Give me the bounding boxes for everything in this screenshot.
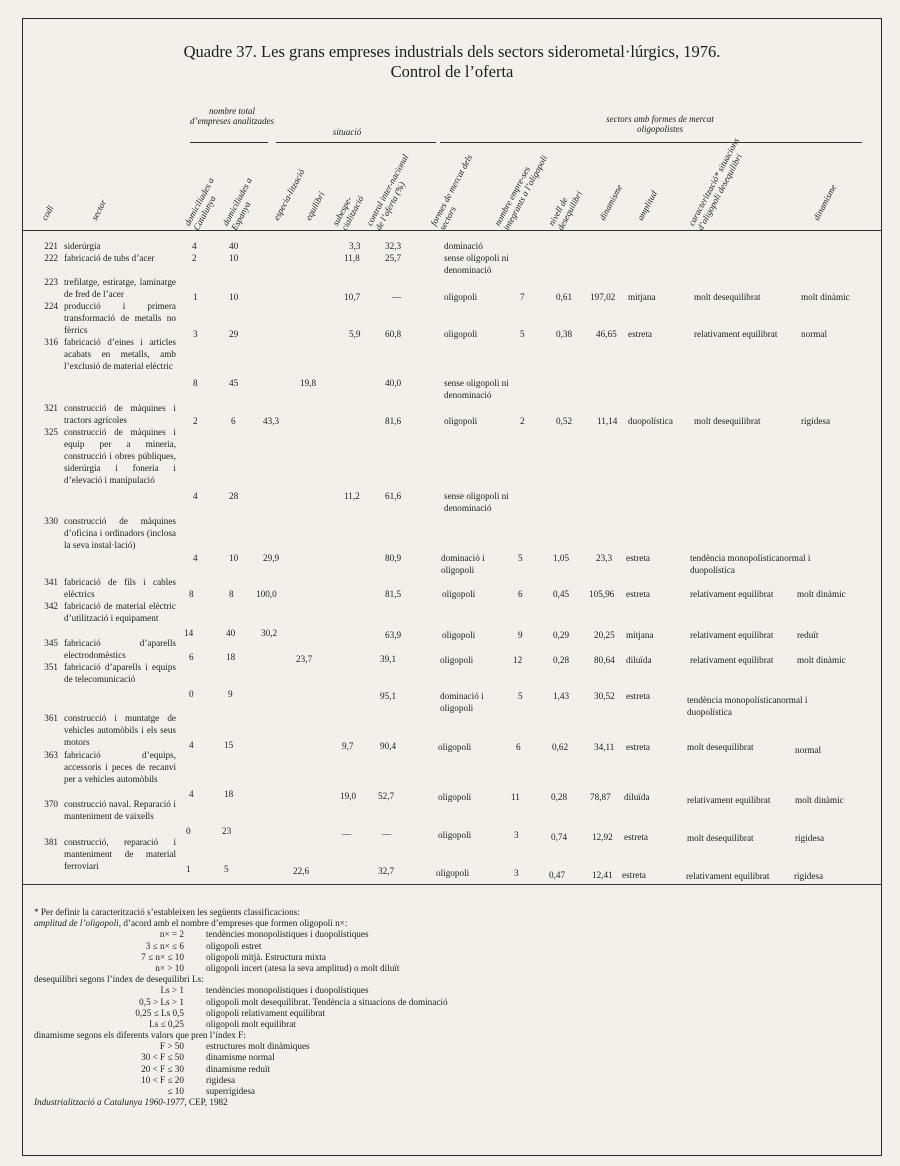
note-value: dinamisme normal (206, 1052, 275, 1063)
cell-ctrl: 25,7 (385, 253, 402, 263)
note-row (34, 996, 448, 1008)
cell-ctrl: 61,6 (385, 491, 402, 501)
cell-codi: 381 (44, 837, 58, 847)
note-value: oligopoli molt desequilibrat. Tendència a situacions de dominació (206, 996, 448, 1007)
cell-niv: 0,61 (556, 292, 573, 302)
cell-codi: 325 (44, 427, 58, 437)
cell-esp: 18 (226, 652, 236, 662)
cell-din: 197,02 (590, 292, 616, 302)
note-source (34, 1097, 347, 1108)
note-key: Ls ≤ 0,25 (149, 1018, 184, 1029)
cell-amp: estreta (626, 691, 650, 701)
cell-forma: oligopoli (444, 292, 478, 302)
cell-sector: fabricació d’aparells electrodomèstics (64, 638, 176, 660)
cell-din: 12,41 (592, 870, 613, 880)
cell-cat: 3 (193, 329, 198, 339)
note-value: oligopoli incert (atesa la seva amplitud) o molt diluït (206, 962, 400, 973)
note-row (34, 962, 400, 974)
group-header-situacio: situació (332, 127, 362, 137)
note-key: 7 ≤ n× ≤ 10 (141, 951, 184, 962)
cell-equi: 19,8 (300, 378, 317, 388)
cell-amp: estreta (626, 553, 650, 563)
col-sector: sector (89, 197, 109, 222)
col-amplitud: amplitud (635, 189, 660, 222)
col-dinamisme: dinamisme (597, 182, 625, 222)
cell-n: 5 (518, 691, 523, 701)
cell-n: 6 (518, 589, 523, 599)
note-row (34, 1019, 347, 1030)
cell-ctrl: 95,1 (380, 691, 397, 701)
cell-codi: 361 (44, 713, 58, 723)
cell-din2: normal (795, 745, 822, 755)
cell-codi: 316 (44, 337, 58, 347)
cell-ctrl: 81,6 (385, 416, 402, 426)
note-amplitud-heading (34, 918, 347, 929)
cell-forma: oligopoli (436, 868, 470, 878)
note-key: 10 < F ≤ 20 (141, 1074, 184, 1085)
cell-sub: 10,7 (344, 292, 361, 302)
cell-niv: 0,74 (551, 832, 568, 842)
cell-ctrl: — (392, 292, 402, 302)
cell-codi: 321 (44, 403, 58, 413)
cell-esp: 10 (229, 553, 239, 563)
page-subtitle: Control de l’oferta (390, 62, 514, 81)
cell-forma: oligopoli (438, 792, 472, 802)
cell-niv: 1,43 (553, 691, 570, 701)
note-key: F > 50 (159, 1041, 184, 1052)
cell-sector: construcció de màquines i equip per a mineria, construcció i obres públiques, siderúrgia i foneria i d’elevació i manipulació (64, 427, 176, 485)
cell-sector: construcció naval. Reparació i manteniment de vaixells (64, 799, 176, 821)
cell-din2: molt dinàmic (795, 795, 844, 805)
cell-sub: 19,0 (340, 791, 357, 801)
cell-sub: 9,7 (342, 741, 354, 751)
cell-ctrl: 81,5 (385, 589, 402, 599)
cell-cat: 2 (193, 416, 198, 426)
note-row (34, 1086, 347, 1097)
cell-esp: 6 (231, 416, 236, 426)
cell-equi: 22,6 (293, 866, 310, 876)
cell-car: tendència monopolísticanormal i duopolística (690, 553, 811, 575)
cell-sector: fabricació d’aparells i equips de telecomunicació (64, 662, 176, 684)
cell-sub: — (342, 829, 352, 839)
cell-amp: estreta (624, 832, 648, 842)
cell-equi: 23,7 (296, 654, 313, 664)
cell-niv: 0,47 (549, 870, 566, 880)
cell-din2: rigidesa (801, 416, 831, 426)
note-key: n× > 10 (155, 962, 184, 973)
col-control: control inter-nacional de l’oferta (%) (364, 152, 411, 232)
cell-niv: 0,62 (552, 742, 569, 752)
cell-codi: 342 (44, 601, 58, 611)
col-espanya: domiciliades a Espanya (220, 176, 254, 232)
cell-cat: 4 (192, 241, 197, 251)
cell-amp: estreta (628, 329, 652, 339)
cell-ctrl: 60,8 (385, 329, 402, 339)
cell-amp: estreta (626, 742, 650, 752)
cell-car: tendència monopolísticanormal i duopolística (687, 695, 808, 717)
cell-n: 12 (513, 655, 523, 665)
group-header-sectors: sectors amb formes de mercat oligopolistes (606, 114, 714, 134)
cell-cat: 0 (189, 689, 194, 699)
note-row (34, 929, 369, 940)
cell-car: molt desequilibrat (694, 292, 761, 302)
cell-n: 11 (511, 792, 520, 802)
cell-ctrl: 52,7 (378, 791, 395, 801)
note-amplitud-rest: , d’acord amb el nombre d’empreses que formen oligopoli n×: (118, 918, 348, 929)
cell-sector: trefilatge, estiratge, laminatge de fred de l’acer (64, 277, 176, 299)
footer-rule (22, 884, 882, 885)
cell-espec: 43,3 (263, 416, 280, 426)
cell-cat: 4 (193, 553, 198, 563)
cell-n: 3 (514, 830, 519, 840)
note-row (34, 1008, 347, 1019)
note-key: Ls > 1 (160, 985, 184, 996)
note-row (34, 985, 369, 996)
note-key: n× = 2 (159, 929, 184, 940)
cell-cat: 4 (193, 491, 198, 501)
note-value: superrigidesa (206, 1086, 255, 1096)
cell-codi: 222 (44, 253, 58, 263)
cell-niv: 0,28 (553, 655, 570, 665)
col-formes: formes de mercat dels sectors (428, 152, 475, 232)
cell-forma: oligopoli (444, 329, 478, 339)
cell-codi: 363 (44, 750, 58, 760)
cell-n: 5 (518, 553, 523, 563)
cell-sub: 11,8 (344, 253, 360, 263)
cell-niv: 0,29 (553, 630, 570, 640)
note-value: dinamisme reduït (206, 1063, 271, 1074)
cell-cat: 1 (186, 864, 191, 874)
cell-forma: oligopoli (442, 630, 476, 640)
cell-esp: 40 (226, 628, 236, 638)
cell-sector: fabricació de fils i cables elèctrics (64, 577, 176, 599)
col-equilibri: equilibri (303, 189, 327, 222)
cell-ctrl: 32,3 (385, 241, 402, 251)
cell-sector: fabricació d’eines i articles acabats en metalls, amb l’exclusió de material elèctric (64, 337, 176, 371)
cell-espec: 30,2 (261, 628, 278, 638)
cell-cat: 0 (186, 826, 191, 836)
cell-sector: construcció de màquines i tractors agrícoles (64, 403, 176, 425)
page-title: Quadre 37. Les grans empreses industrials dels sectors siderometal·lúrgics, 1976. (183, 42, 721, 61)
cell-n: 7 (520, 292, 525, 302)
cell-din: 46,65 (596, 329, 617, 339)
cell-codi: 221 (44, 241, 58, 251)
cell-ctrl: 40,0 (385, 378, 402, 388)
cell-amp: mitjana (626, 630, 654, 640)
source-title: Industrialització a Catalunya 1960-1977 (34, 1097, 185, 1108)
cell-din: 11,14 (597, 416, 618, 426)
cell-codi: 223 (44, 277, 58, 287)
cell-codi: 330 (44, 516, 58, 526)
note-value: estructures molt dinàmiques (206, 1041, 310, 1052)
cell-sub: 11,2 (344, 491, 360, 501)
note-value: tendències monopolístiques i duopolístiques (206, 985, 369, 996)
cell-amp: duopolística (628, 416, 673, 426)
note-intro: * Per definir la caracterització s’estableixen les següents classificacions: (34, 907, 300, 917)
cell-car: relativament equilibrat (690, 589, 774, 599)
cell-esp: 45 (229, 378, 239, 388)
cell-codi: 345 (44, 638, 58, 648)
cell-din2: reduït (797, 630, 819, 640)
cell-cat: 6 (189, 652, 194, 662)
cell-amp: diluïda (624, 792, 650, 802)
cell-forma: oligopoli (440, 655, 474, 665)
cell-forma: oligopoli (438, 830, 472, 840)
cell-sector: siderúrgia (64, 241, 101, 251)
note-key: ≤ 10 (167, 1086, 184, 1096)
note-row (34, 1052, 347, 1063)
cell-din: 80,64 (594, 655, 615, 665)
cell-codi: 351 (44, 662, 58, 672)
note-value: oligopoli mitjà. Estructura mixta (206, 951, 326, 962)
note-key: 20 < F ≤ 30 (141, 1063, 184, 1074)
cell-ctrl: 90,4 (380, 741, 397, 751)
cell-ctrl: — (382, 829, 392, 839)
cell-forma: dominació i oligopoli (441, 553, 485, 575)
note-key: 0,25 ≤ Ls 0,5 (135, 1007, 184, 1018)
cell-cat: 8 (193, 378, 198, 388)
cell-din: 30,52 (594, 691, 615, 701)
cell-codi: 224 (44, 301, 58, 311)
note-value: oligopoli molt equilibrat (206, 1018, 296, 1029)
cell-esp: 23 (222, 826, 232, 836)
cell-sector: fabricació de material elèctric d’utilització i equipament (64, 601, 176, 623)
cell-din2: rigidesa (794, 871, 824, 881)
note-row (34, 941, 347, 952)
cell-cat: 8 (189, 589, 194, 599)
cell-sector: construcció de màquines d’oficina i ordinadors (inclosa la seva instal·lació) (64, 516, 176, 550)
note-value: oligopoli relativament equilibrat (206, 1007, 325, 1018)
cell-forma: dominació i oligopoli (440, 691, 484, 713)
cell-ctrl: 63,9 (385, 630, 402, 640)
cell-car: molt desequilibrat (694, 416, 761, 426)
cell-forma: oligopoli (444, 416, 478, 426)
col-dinamisme-2: dinamisme (811, 182, 839, 222)
group-header-total: nombre total d’empreses analitzades (190, 106, 274, 126)
cell-din2: rigidesa (795, 833, 825, 843)
cell-codi: 341 (44, 577, 58, 587)
cell-n: 2 (520, 416, 525, 426)
cell-cat: 2 (192, 253, 197, 263)
cell-forma: sense oligopoli ni denominació (444, 378, 509, 400)
cell-ctrl: 80,9 (385, 553, 402, 563)
note-key: 0,5 > Ls > 1 (139, 996, 184, 1007)
cell-car: relativament equilibrat (690, 630, 774, 640)
cell-esp: 18 (224, 789, 234, 799)
cell-forma: dominació (444, 241, 483, 251)
cell-sector: producció i primera transformació de metalls no fèrrics (64, 301, 176, 335)
cell-din2: molt dinàmic (797, 589, 846, 599)
cell-din2: molt dinàmic (797, 655, 846, 665)
cell-n: 6 (516, 742, 521, 752)
cell-espec: 100,0 (256, 589, 277, 599)
cell-esp: 28 (229, 491, 239, 501)
cell-din2: molt dinàmic (801, 292, 850, 302)
cell-n: 5 (520, 329, 525, 339)
cell-cat: 4 (189, 740, 194, 750)
note-key: 30 < F ≤ 50 (141, 1052, 184, 1063)
note-row (34, 1041, 347, 1052)
cell-n: 9 (518, 630, 523, 640)
cell-din: 78,87 (590, 792, 611, 802)
col-nombre: nombre empre-ses integrants a l’oligopoli (492, 153, 550, 232)
cell-car: relativament equilibrat (694, 329, 778, 339)
cell-sub: 3,3 (349, 241, 361, 251)
cell-sector: construcció i muntatge de vehicles automòbils i els seus motors (64, 713, 176, 747)
cell-sub: 5,9 (349, 329, 361, 339)
note-desequilibri-heading: desequilibri segons l’índex de desequilibri Ls: (34, 974, 204, 985)
divider-situacio (276, 142, 436, 143)
cell-espec: 29,9 (263, 553, 280, 563)
cell-esp: 10 (229, 253, 239, 263)
source-rest: , CEP, 1982 (184, 1097, 228, 1108)
note-value: oligopoli estret (206, 940, 262, 951)
cell-cat: 4 (189, 789, 194, 799)
cell-sector: fabricació d’equips, accessoris i peces de recanvi per a vehicles automòbils (64, 750, 176, 784)
cell-niv: 0,52 (556, 416, 573, 426)
cell-car: relativament equilibrat (687, 795, 771, 805)
footnotes (34, 907, 448, 1108)
cell-car: molt desequilibrat (687, 742, 754, 752)
col-catalunya: domiciliades a Catalunya (182, 176, 218, 232)
cell-esp: 5 (224, 864, 229, 874)
cell-ctrl: 32,7 (378, 866, 395, 876)
cell-din: 23,3 (596, 553, 613, 563)
cell-ctrl: 39,1 (380, 654, 397, 664)
cell-esp: 29 (229, 329, 239, 339)
cell-cat: 1 (193, 292, 198, 302)
note-row (34, 1075, 347, 1086)
col-codi: codi (39, 203, 56, 222)
cell-amp: estreta (622, 870, 646, 880)
col-especialitzacio: especia-lització (271, 167, 307, 222)
col-nivell: nivell de desequilibri (546, 189, 585, 232)
cell-esp: 9 (228, 689, 233, 699)
cell-din2: normal (801, 329, 828, 339)
cell-forma: oligopoli (442, 589, 476, 599)
divider-sectors (440, 142, 862, 143)
col-caracteritzacio: caracterització* situacions d’oligopoli desequilibri (686, 136, 745, 232)
note-row (34, 952, 347, 963)
note-row (34, 1064, 347, 1075)
cell-forma: sense oligopoli ni denominació (444, 253, 509, 275)
cell-cat: 14 (184, 628, 194, 638)
cell-din: 34,11 (594, 742, 615, 752)
cell-car: molt desequilibrat (687, 833, 754, 843)
cell-esp: 10 (229, 292, 239, 302)
cell-car: relativament equilibrat (686, 871, 770, 881)
cell-amp: mitjana (628, 292, 656, 302)
cell-codi: 370 (44, 799, 58, 809)
cell-sector: construcció, reparació i manteniment de material ferroviari (64, 837, 176, 871)
cell-n: 3 (514, 868, 519, 878)
cell-niv: 0,45 (553, 589, 570, 599)
cell-esp: 15 (224, 740, 234, 750)
cell-niv: 1,05 (553, 553, 570, 563)
note-value: rigidesa (206, 1074, 236, 1085)
cell-amp: estreta (626, 589, 650, 599)
cell-sector: fabricació de tubs d’acer (64, 253, 155, 263)
cell-din: 12,92 (592, 832, 613, 842)
divider-total (190, 142, 268, 143)
note-amplitud-title: amplitud de l’oligopoli (34, 918, 119, 929)
cell-din: 105,96 (589, 589, 615, 599)
note-key: 3 ≤ n× ≤ 6 (145, 940, 184, 951)
cell-esp: 8 (229, 589, 234, 599)
col-subespecialitzacio: subespe-cialització (330, 194, 366, 232)
cell-esp: 40 (229, 241, 239, 251)
cell-din: 20,25 (594, 630, 615, 640)
note-value: tendències monopolístiques i duopolístiques (206, 929, 369, 940)
cell-forma: oligopoli (438, 742, 472, 752)
cell-forma: sense oligopoli ni denominació (444, 491, 509, 513)
cell-niv: 0,28 (551, 792, 568, 802)
cell-amp: diluïda (626, 655, 652, 665)
header-rule (22, 230, 882, 231)
cell-car: relativament equilibrat (690, 655, 774, 665)
cell-niv: 0,38 (556, 329, 573, 339)
note-dinamisme-heading: dinamisme segons els diferents valors que pren l’índex F: (34, 1030, 246, 1041)
